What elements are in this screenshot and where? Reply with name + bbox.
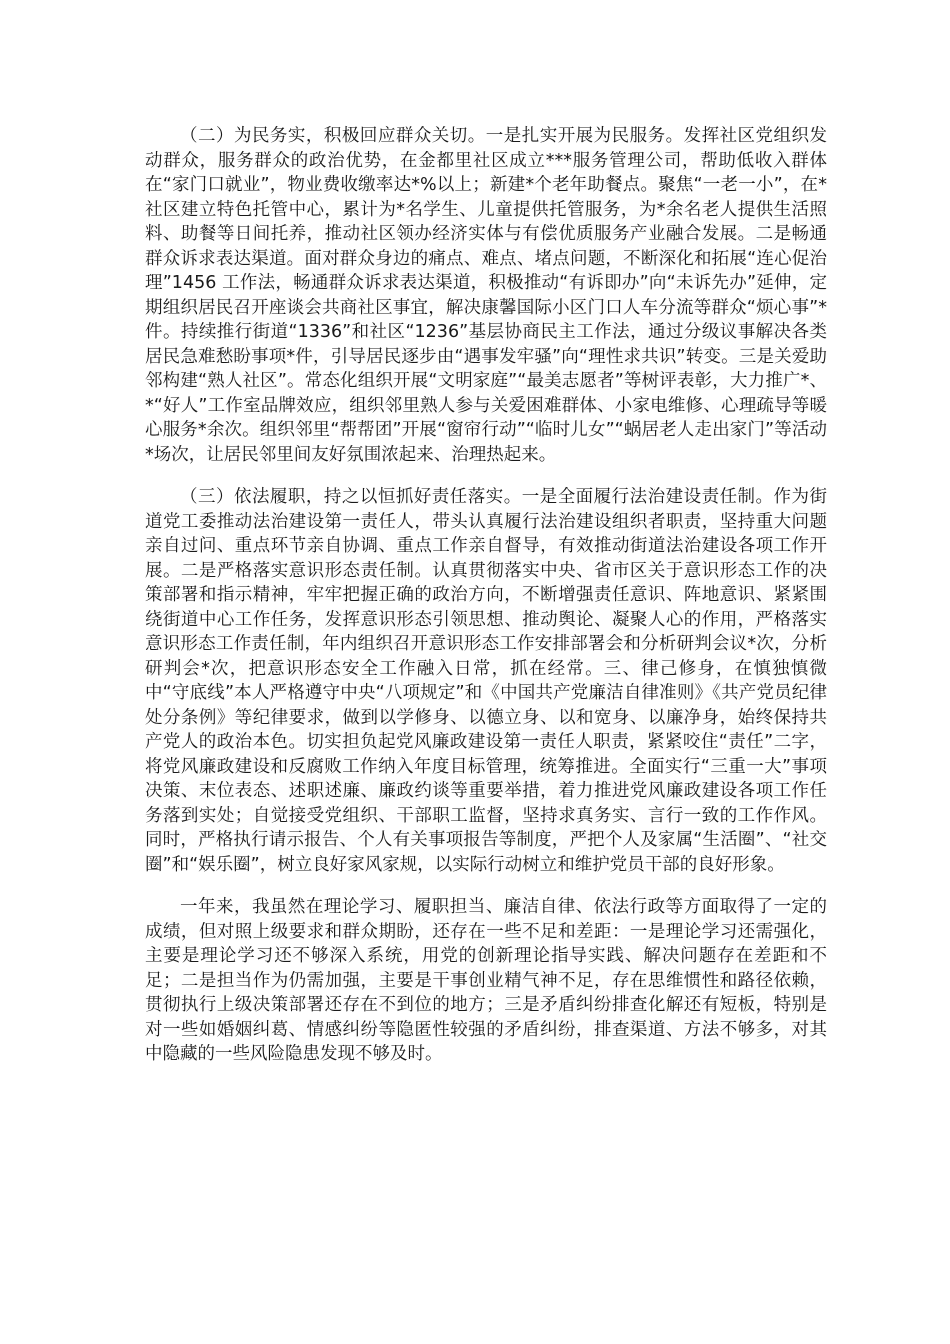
paragraph-service: （二）为民务实，积极回应群众关切。一是扎实开展为民服务。发挥社区党组织发动群众，服务群众的政治优势，在金都里社区成立***服务管理公司，帮助低收入群体在“家门口就业”，物业费收缴率达*%以上；新建*个老年助餐点。聚焦“一老一小”，在*社区建立特色托管中心，累计为*名学生、儿童提供托管服务，为*余名老人提供生活照料、助餐等日间托养，推动社区领办经济实体与有偿优质服务产业融合发展。二是畅通群众诉求表达渠道。面对群众身边的痛点、难点、堵点问题，不断深化和拓展“连心促治理”1456 工作法，畅通群众诉求表达渠道，积极推动“有诉即办”向“未诉先办”延伸，定期组织居民召开座谈会共商社区事宜，解决康馨国际小区门口人车分流等群众“烦心事”*件。持续推行街道“1336”和社区“1236”基层协商民主工作法，通过分级议事解决各类居民急难愁盼事项*件，引导居民逐步由“遇事发牢骚”向“理性求共识”转变。三是关爱助邻构建“熟人社区”。常态化组织开展“文明家庭”“最美志愿者”等树评表彰，大力推广*、*“好人”工作室品牌效应，组织邻里熟人参与关爱困难群体、小家电维修、心理疏导等暖心服务*余次。组织邻里“帮帮团”开展“窗帘行动”“临时儿女”“蜗居老人走出家门”等活动*场次，让居民邻里间友好氛围浓起来、治理热起来。: [145, 126, 827, 465]
paragraph-summary: 一年来，我虽然在理论学习、履职担当、廉洁自律、依法行政等方面取得了一定的成绩，但对照上级要求和群众期盼，还存在一些不足和差距：一是理论学习还需强化，主要是理论学习还不够深入系统，用党的创新理论指导实践、解决问题存在差距和不足；二是担当作为仍需加强，主要是干事创业精气神不足，存在思维惯性和路径依赖，贯彻执行上级决策部署还存在不到位的地方；三是矛盾纠纷排查化解还有短板，特别是对一些如婚姻纠葛、情感纠纷等隐匿性较强的矛盾纠纷，排查渠道、方法不够多，对其中隐藏的一些风险隐患发现不够及时。: [145, 897, 827, 1064]
paragraph-spacer: [145, 467, 827, 485]
paragraph-spacer: [145, 877, 827, 895]
document-page: [145, 124, 827, 1067]
paragraph-duty: （三）依法履职，持之以恒抓好责任落实。一是全面履行法治建设责任制。作为街道党工委推动法治建设第一责任人，带头认真履行法治建设组织者职责，坚持重大问题亲自过问、重点环节亲自协调、重点工作亲自督导，有效推动街道法治建设各项工作开展。二是严格落实意识形态责任制。认真贯彻落实中央、省市区关于意识形态工作的决策部署和指示精神，牢牢把握正确的政治方向，不断增强责任意识、阵地意识、紧紧围绕街道中心工作任务，发挥意识形态引领思想、推动舆论、凝聚人心的作用，严格落实意识形态工作责任制，年内组织召开意识形态工作安排部署会和分析研判会议*次，分析研判会*次，把意识形态安全工作融入日常，抓在经常。三、律己修身，在慎独慎微中“守底线”本人严格遵守中央“八项规定”和《中国共产党廉洁自律准则》《共产党员纪律处分条例》等纪律要求，做到以学修身、以德立身、以和宽身、以廉净身，始终保持共产党人的政治本色。切实担负起党风廉政建设第一责任人职责，紧紧咬住“责任”二字，将党风廉政建设和反腐败工作纳入年度目标管理，统筹推进。全面实行“三重一大”事项决策、末位表态、述职述廉、廉政约谈等重要举措，着力推进党风廉政建设各项工作任务落到实处；自觉接受党组织、干部职工监督，坚持求真务实、言行一致的工作作风。同时，严格执行请示报告、个人有关事项报告等制度，严把个人及家属“生活圈”、“社交圈”和“娱乐圈”，树立良好家风家规，以实际行动树立和维护党员干部的良好形象。: [145, 487, 827, 875]
